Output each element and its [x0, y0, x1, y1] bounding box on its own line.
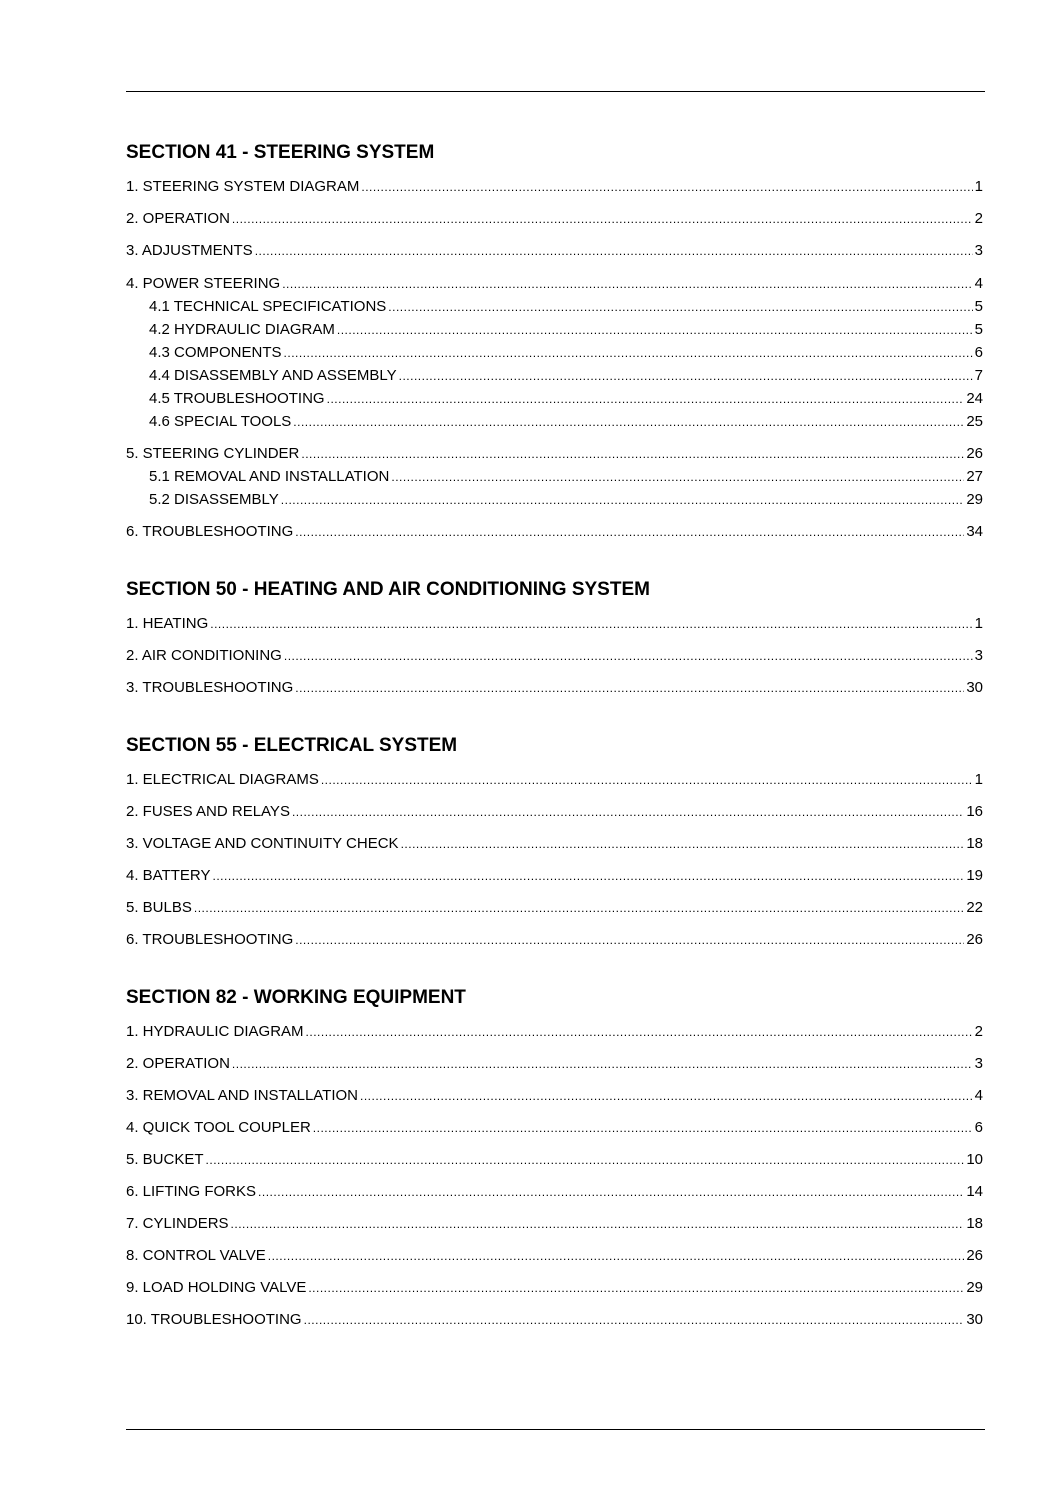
- toc-entry-page: 30: [966, 679, 983, 696]
- toc-entry-page: 25: [966, 413, 983, 430]
- toc-entry[interactable]: [126, 803, 983, 820]
- toc-entry-page: 5: [974, 321, 983, 338]
- toc-entry-label: 5.2 DISASSEMBLY: [149, 491, 279, 508]
- toc-subentry[interactable]: [126, 491, 983, 508]
- toc-entry-page: 14: [966, 1183, 983, 1200]
- toc-entry-label: 3. REMOVAL AND INSTALLATION: [126, 1087, 359, 1104]
- toc-entry-page: 26: [966, 931, 983, 948]
- toc-entry-label: 5. STEERING CYLINDER: [126, 445, 300, 462]
- dot-leader: [206, 1153, 965, 1167]
- toc-entry[interactable]: [126, 242, 983, 259]
- toc-entry-label: 5. BULBS: [126, 899, 192, 916]
- dot-leader: [313, 1121, 973, 1135]
- dot-leader: [232, 1057, 973, 1071]
- dot-leader: [306, 1025, 973, 1039]
- toc-entry-label: 4. QUICK TOOL COUPLER: [126, 1119, 311, 1136]
- dot-leader: [401, 837, 965, 851]
- toc-entry[interactable]: [126, 1311, 983, 1328]
- dot-leader: [337, 323, 973, 337]
- section-title: SECTION 55 - ELECTRICAL SYSTEM: [126, 735, 458, 756]
- section-82: [126, 985, 983, 1328]
- toc-entry-label: 4. POWER STEERING: [126, 275, 281, 292]
- toc-entry-page: 19: [966, 867, 983, 884]
- toc-entry-label: 10. TROUBLESHOOTING: [126, 1311, 302, 1328]
- toc-entry[interactable]: [126, 445, 983, 462]
- dot-leader: [292, 805, 964, 819]
- dot-leader: [321, 773, 973, 787]
- toc-entry-label: 3. VOLTAGE AND CONTINUITY CHECK: [126, 835, 399, 852]
- toc-entry-label: 1. STEERING SYSTEM DIAGRAM: [126, 178, 360, 195]
- section-title: SECTION 41 - STEERING SYSTEM: [126, 142, 435, 163]
- toc-entry-page: 10: [966, 1151, 983, 1168]
- toc-entry-label: 1. HEATING: [126, 615, 209, 632]
- toc-entry-label: 3. TROUBLESHOOTING: [126, 679, 294, 696]
- dot-leader: [258, 1185, 964, 1199]
- toc-entry[interactable]: [126, 523, 983, 540]
- toc-entry-label: 8. CONTROL VALVE: [126, 1247, 266, 1264]
- toc-subentry[interactable]: [126, 390, 983, 407]
- dot-leader: [327, 392, 965, 406]
- dot-leader: [194, 901, 964, 915]
- dot-leader: [293, 415, 964, 429]
- dot-leader: [212, 869, 964, 883]
- toc-entry[interactable]: [126, 1151, 983, 1168]
- toc-entry-page: 30: [966, 1311, 983, 1328]
- toc-subentry[interactable]: [126, 367, 983, 384]
- toc-entry-label: 4.6 SPECIAL TOOLS: [149, 413, 292, 430]
- toc-entry[interactable]: [126, 1279, 983, 1296]
- toc-entry-page: 24: [966, 390, 983, 407]
- toc-entry-label: 4.2 HYDRAULIC DIAGRAM: [149, 321, 335, 338]
- toc-entry[interactable]: [126, 899, 983, 916]
- toc-entry-page: 4: [974, 275, 983, 292]
- toc-entry[interactable]: [126, 1215, 983, 1232]
- toc-entry-page: 7: [974, 367, 983, 384]
- toc-entry-label: 6. LIFTING FORKS: [126, 1183, 257, 1200]
- dot-leader: [268, 1249, 965, 1263]
- dot-leader: [360, 1089, 973, 1103]
- dot-leader: [308, 1281, 964, 1295]
- dot-leader: [295, 681, 964, 695]
- dot-leader: [388, 300, 972, 314]
- toc-entry-label: 2. OPERATION: [126, 1055, 230, 1072]
- dot-leader: [295, 525, 964, 539]
- toc-entry-page: 26: [966, 445, 983, 462]
- toc-entry-page: 2: [974, 1023, 983, 1040]
- toc-entry-page: 16: [966, 803, 983, 820]
- toc-entry[interactable]: [126, 931, 983, 948]
- dot-leader: [281, 493, 965, 507]
- toc-entry-label: 7. CYLINDERS: [126, 1215, 229, 1232]
- toc-entry[interactable]: [126, 1247, 983, 1264]
- toc-entry-label: 5.1 REMOVAL AND INSTALLATION: [149, 468, 390, 485]
- toc-entry-label: 4.3 COMPONENTS: [149, 344, 282, 361]
- toc-entry-page: 2: [974, 210, 983, 227]
- toc-entry-label: 5. BUCKET: [126, 1151, 204, 1168]
- toc-entry-page: 6: [974, 344, 983, 361]
- dot-leader: [361, 180, 972, 194]
- section-55: [126, 733, 983, 948]
- toc-entry-label: 2. FUSES AND RELAYS: [126, 803, 290, 820]
- toc-entry-label: 4. BATTERY: [126, 867, 211, 884]
- toc-subentry[interactable]: [126, 321, 983, 338]
- toc-entry[interactable]: [126, 1055, 983, 1072]
- toc-entry-page: 3: [974, 242, 983, 259]
- toc-entry-label: 4.4 DISASSEMBLY AND ASSEMBLY: [149, 367, 397, 384]
- toc-entry-label: 4.5 TROUBLESHOOTING: [149, 390, 325, 407]
- toc-entry-page: 29: [966, 1279, 983, 1296]
- toc-entry-label: 6. TROUBLESHOOTING: [126, 931, 294, 948]
- toc-entry-label: 3. ADJUSTMENTS: [126, 242, 253, 259]
- header-rule: [126, 91, 985, 92]
- toc-entry-page: 3: [974, 647, 983, 664]
- toc-entry-label: 6. TROUBLESHOOTING: [126, 523, 294, 540]
- toc-subentry[interactable]: [126, 468, 983, 485]
- toc-entry-page: 6: [974, 1119, 983, 1136]
- toc-entry-page: 1: [974, 615, 983, 632]
- toc-subentry[interactable]: [126, 344, 983, 361]
- dot-leader: [231, 1217, 965, 1231]
- toc-entry[interactable]: [126, 647, 983, 664]
- toc-entry[interactable]: [126, 1119, 983, 1136]
- toc-entry-page: 4: [974, 1087, 983, 1104]
- toc-entry[interactable]: [126, 679, 983, 696]
- dot-leader: [284, 346, 973, 360]
- footer-rule: [126, 1429, 985, 1430]
- toc-entry-label: 2. AIR CONDITIONING: [126, 647, 282, 664]
- section-title: SECTION 50 - HEATING AND AIR CONDITIONING SYSTEM: [126, 579, 650, 600]
- toc-entry-page: 3: [974, 1055, 983, 1072]
- dot-leader: [391, 470, 964, 484]
- dot-leader: [282, 277, 972, 291]
- toc-entry[interactable]: [126, 1023, 983, 1040]
- toc-entry-label: 9. LOAD HOLDING VALVE: [126, 1279, 307, 1296]
- section-50: [126, 577, 983, 696]
- dot-leader: [284, 649, 973, 663]
- toc-entry[interactable]: [126, 867, 983, 884]
- toc-subentry[interactable]: [126, 413, 983, 430]
- toc-entry-page: 26: [966, 1247, 983, 1264]
- dot-leader: [232, 212, 973, 226]
- toc-subentry[interactable]: [126, 298, 983, 315]
- toc-entry-label: 4.1 TECHNICAL SPECIFICATIONS: [149, 298, 387, 315]
- dot-leader: [210, 617, 972, 631]
- dot-leader: [399, 369, 973, 383]
- section-41: [126, 140, 983, 540]
- toc-entry-page: 27: [966, 468, 983, 485]
- toc-entry-page: 18: [966, 835, 983, 852]
- dot-leader: [255, 244, 973, 258]
- toc-entry-label: 2. OPERATION: [126, 210, 230, 227]
- toc-entry[interactable]: [126, 1183, 983, 1200]
- toc-entry-page: 22: [966, 899, 983, 916]
- toc-entry-label: 1. ELECTRICAL DIAGRAMS: [126, 771, 319, 788]
- toc-entry-label: 1. HYDRAULIC DIAGRAM: [126, 1023, 304, 1040]
- toc-entry[interactable]: [126, 210, 983, 227]
- toc-entry-page: 1: [974, 771, 983, 788]
- toc-entry-page: 1: [974, 178, 983, 195]
- toc-entry[interactable]: [126, 835, 983, 852]
- toc-entry-page: 34: [966, 523, 983, 540]
- dot-leader: [295, 933, 964, 947]
- toc-entry-page: 5: [974, 298, 983, 315]
- dot-leader: [301, 447, 964, 461]
- toc-entry[interactable]: [126, 275, 983, 292]
- toc-entry-page: 18: [966, 1215, 983, 1232]
- toc-entry[interactable]: [126, 771, 983, 788]
- section-title: SECTION 82 - WORKING EQUIPMENT: [126, 987, 466, 1008]
- toc-entry[interactable]: [126, 178, 983, 195]
- dot-leader: [304, 1313, 965, 1327]
- toc-entry-page: 29: [966, 491, 983, 508]
- toc-entry[interactable]: [126, 615, 983, 632]
- toc-entry[interactable]: [126, 1087, 983, 1104]
